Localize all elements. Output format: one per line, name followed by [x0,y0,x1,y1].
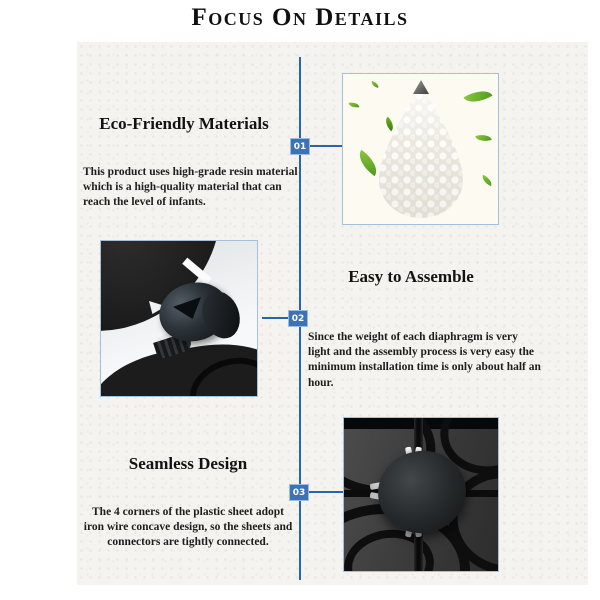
resin-drop-graphic [379,80,463,220]
section-1-body: This product uses high-grade resin material which is a high-quality material that can reach the level of infants. [83,166,298,209]
water-drop-shape [379,80,463,220]
leaf-icon [475,132,492,144]
step-badge-01: 01 [290,138,310,155]
leaf-icon [480,175,494,186]
timeline-connector-1 [309,145,342,147]
timeline-connector-3 [308,491,343,493]
section-3-body: The 4 corners of the plastic sheet adopt iron wire concave design, so the sheets and connectors are tightly connected. [83,506,293,549]
eco-materials-photo [342,73,499,225]
timeline-connector-2 [262,317,289,319]
leaf-icon [349,101,360,109]
step-badge-02: 02 [288,310,308,327]
step-badge-03: 03 [289,484,309,501]
page-title: Focus On Details [191,4,409,31]
section-2-heading: Easy to Assemble [348,267,474,286]
leaf-icon [463,84,492,108]
assemble-connector-photo [100,240,258,397]
seamless-joint-photo [343,417,499,572]
section-2-body: Since the weight of each diaphragm is very light and the assembly process is very easy the minimum installation time is only about half an hour. [308,331,541,389]
section-3-heading: Seamless Design [128,454,248,473]
section-1-heading: Eco-Friendly Materials [99,114,269,133]
